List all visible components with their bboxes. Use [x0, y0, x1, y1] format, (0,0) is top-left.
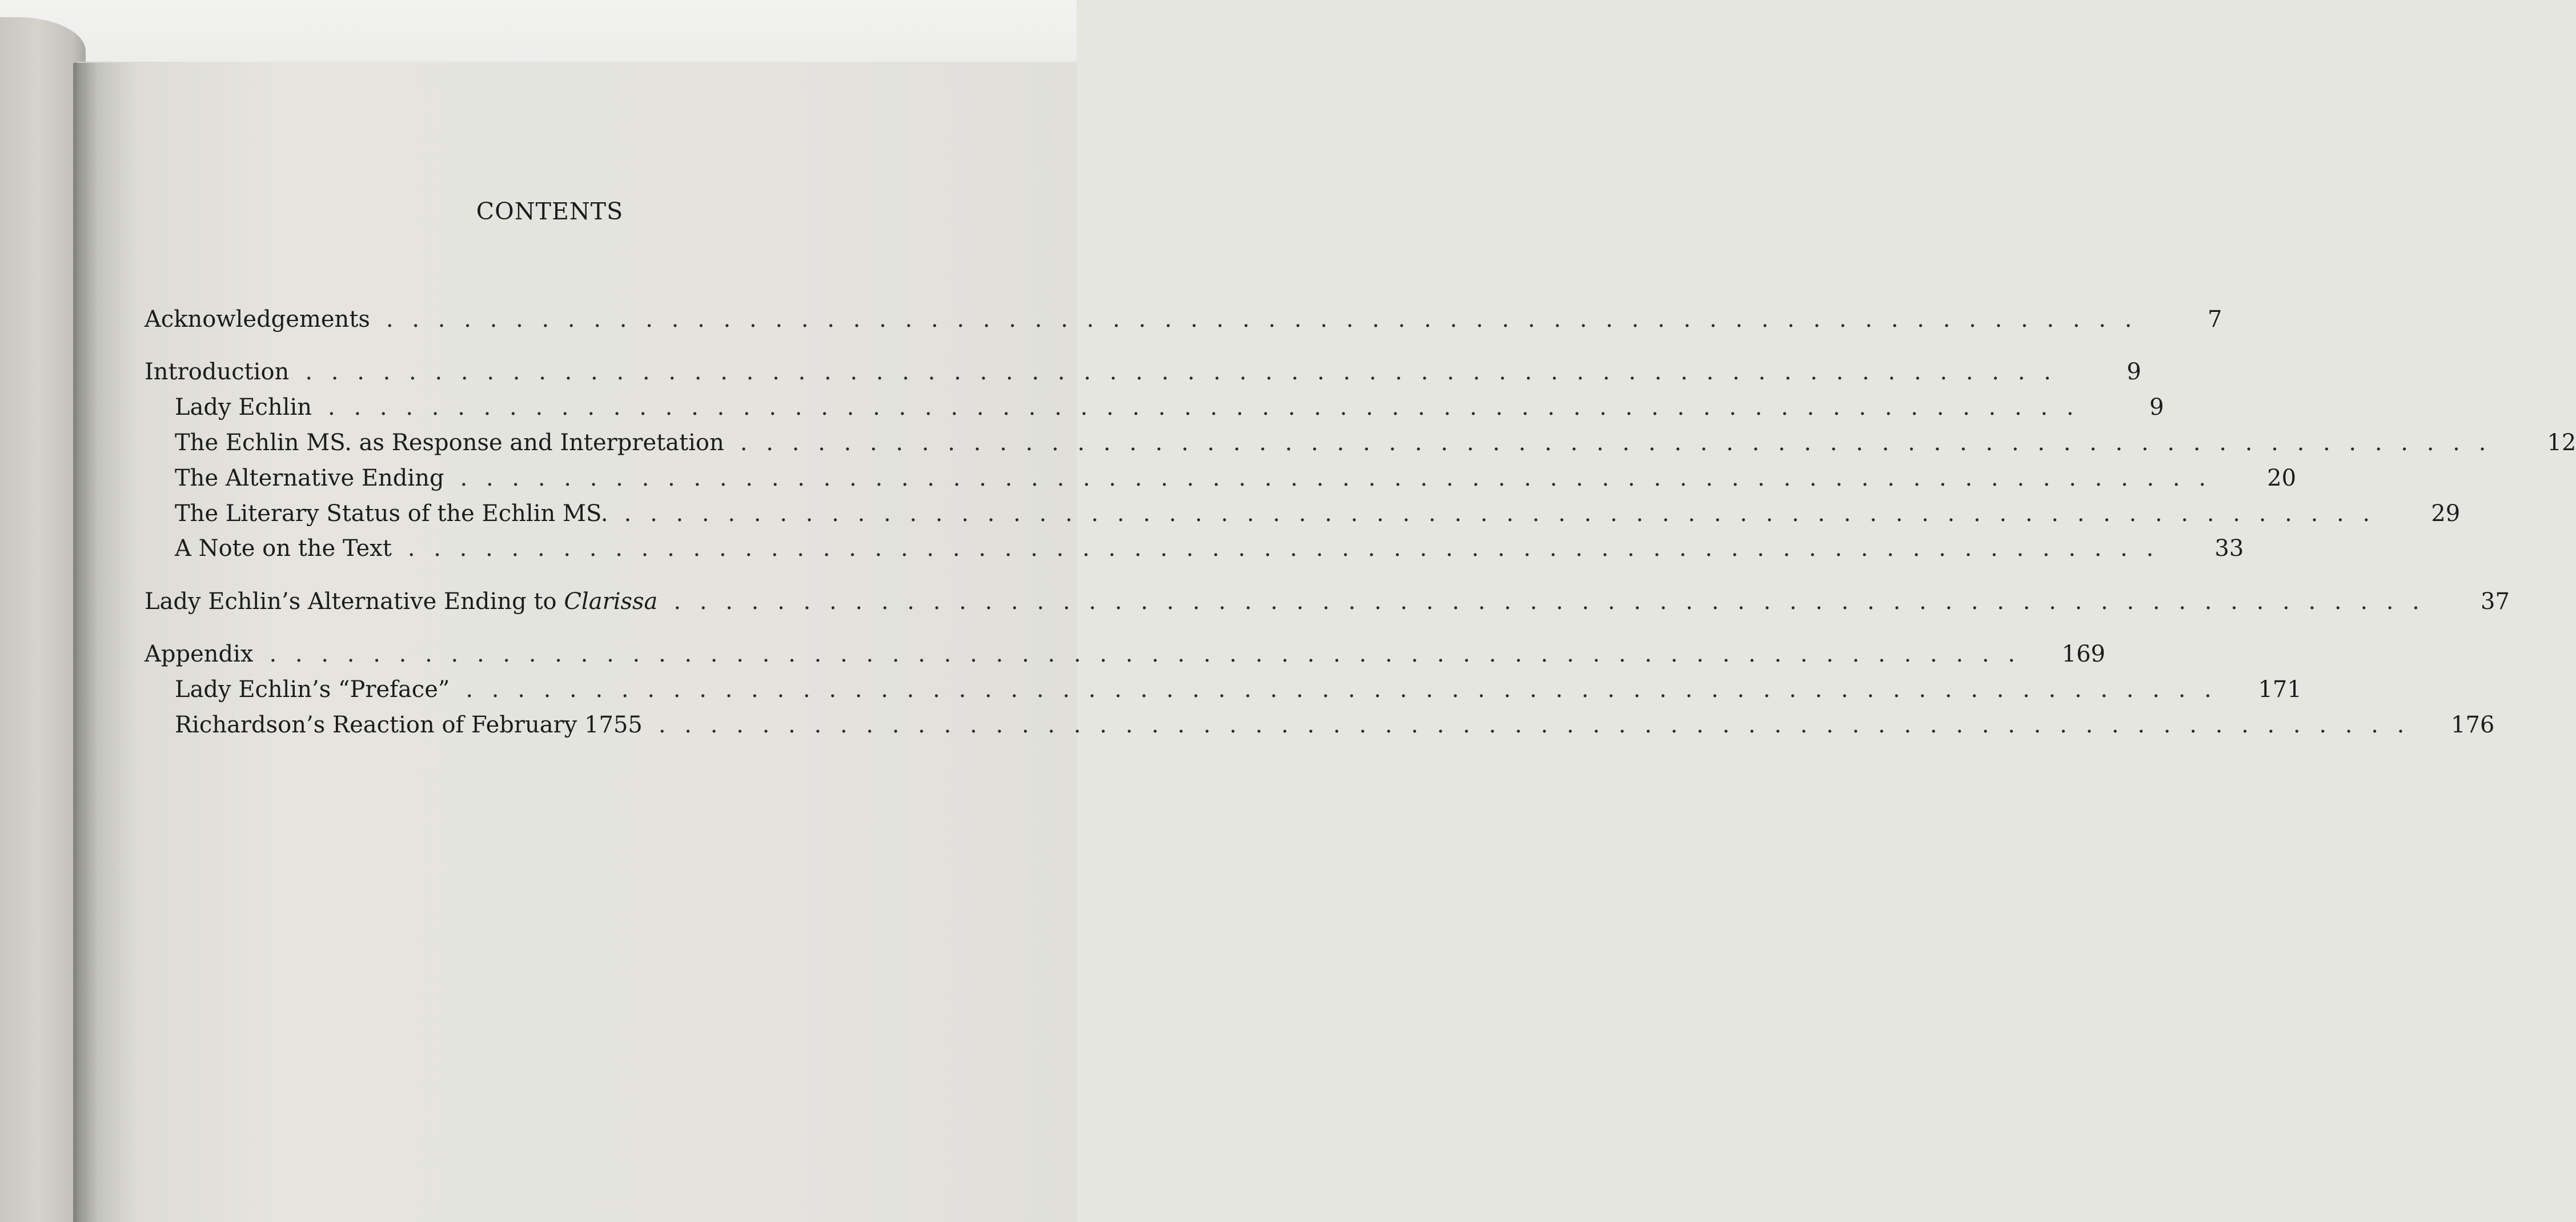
toc-entry-label: The Literary Status of the Echlin MS. — [175, 500, 608, 527]
toc-entry-page: 171 — [2258, 676, 2302, 703]
dot-leader: . . . . . . . . . . . . . . . . . . . . . . . . . . . . . . . . . . . . . . . . . . . . . . . . . . . . . . . . . . . . . . . . . . . . — [466, 676, 2217, 703]
toc-entry-richardson-reaction — [145, 712, 2495, 746]
toc-entry-page: 9 — [2149, 394, 2164, 420]
toc-entry-preface — [145, 676, 2302, 711]
dot-leader: . . . . . . . . . . . . . . . . . . . . . . . . . . . . . . . . . . . . . . . . . . . . . . . . . . . . . . . . . . . . . . . . . . . . — [740, 430, 2492, 456]
toc-entry-page: 29 — [2431, 500, 2461, 527]
toc-entry-page: 7 — [2207, 306, 2222, 332]
toc-entry-appendix — [145, 641, 2106, 675]
toc-entry-page: 12 — [2547, 430, 2576, 456]
toc-entry-label: Richardson’s Reaction of February 1755 — [175, 712, 643, 738]
dot-leader: . . . . . . . . . . . . . . . . . . . . . . . . . . . . . . . . . . . . . . . . . . . . . . . . . . . . . . . . . . . . . . . . . . . . — [624, 500, 2376, 527]
toc-entry-label: Acknowledgements — [145, 306, 370, 332]
dot-leader: . . . . . . . . . . . . . . . . . . . . . . . . . . . . . . . . . . . . . . . . . . . . . . . . . . . . . . . . . . . . . . . . . . . . — [305, 359, 2057, 385]
book-page — [77, 62, 2576, 1222]
toc-entry-page: 37 — [2481, 588, 2510, 615]
toc-entry-response-interpretation — [145, 430, 2576, 464]
toc-entry-literary-status — [145, 500, 2461, 535]
page-title: CONTENTS — [476, 198, 624, 225]
toc-entry-note-on-text — [145, 535, 2244, 570]
gutter-shadow — [73, 63, 136, 1222]
toc-entry-label: Appendix — [145, 641, 254, 667]
toc-entry-page: 33 — [2214, 535, 2244, 562]
toc-entry-alternative-ending — [145, 465, 2297, 499]
toc-entry-label — [145, 588, 657, 615]
dot-leader: . . . . . . . . . . . . . . . . . . . . . . . . . . . . . . . . . . . . . . . . . . . . . . . . . . . . . . . . . . . . . . . . . . . . — [658, 712, 2410, 738]
toc-entry-label: Introduction — [145, 359, 290, 385]
toc-entry-label: A Note on the Text — [175, 535, 392, 562]
toc-entry-label-italic: Clarissa — [564, 588, 658, 615]
toc-entry-acknowledgements — [145, 306, 2222, 340]
toc-entry-label: Lady Echlin — [175, 394, 312, 420]
background-top — [0, 0, 1077, 71]
dot-leader: . . . . . . . . . . . . . . . . . . . . . . . . . . . . . . . . . . . . . . . . . . . . . . . . . . . . . . . . . . . . . . . . . . . . — [460, 465, 2212, 491]
toc-entry-label: The Echlin MS. as Response and Interpretation — [175, 430, 724, 456]
toc-entry-page: 20 — [2267, 465, 2297, 491]
toc-entry-label: The Alternative Ending — [175, 465, 444, 491]
toc-entry-label: Lady Echlin’s “Preface” — [175, 676, 450, 703]
toc-entry-introduction — [145, 359, 2141, 393]
toc-entry-alternative-ending-clarissa — [145, 588, 2510, 623]
toc-entry-page: 169 — [2061, 641, 2106, 667]
toc-entry-page: 176 — [2451, 712, 2495, 738]
dot-leader: . . . . . . . . . . . . . . . . . . . . . . . . . . . . . . . . . . . . . . . . . . . . . . . . . . . . . . . . . . . . . . . . . . . . — [328, 394, 2080, 420]
toc-entry-label-text: Lady Echlin’s Alternative Ending to — [145, 588, 564, 615]
dot-leader: . . . . . . . . . . . . . . . . . . . . . . . . . . . . . . . . . . . . . . . . . . . . . . . . . . . . . . . . . . . . . . . . . . . . — [386, 306, 2138, 332]
dot-leader: . . . . . . . . . . . . . . . . . . . . . . . . . . . . . . . . . . . . . . . . . . . . . . . . . . . . . . . . . . . . . . . . . . . . — [673, 588, 2425, 615]
toc-entry-lady-echlin — [145, 394, 2164, 428]
toc-entry-page: 9 — [2126, 359, 2141, 385]
dot-leader: . . . . . . . . . . . . . . . . . . . . . . . . . . . . . . . . . . . . . . . . . . . . . . . . . . . . . . . . . . . . . . . . . . . . — [407, 535, 2160, 562]
dot-leader: . . . . . . . . . . . . . . . . . . . . . . . . . . . . . . . . . . . . . . . . . . . . . . . . . . . . . . . . . . . . . . . . . . . . — [269, 641, 2021, 667]
